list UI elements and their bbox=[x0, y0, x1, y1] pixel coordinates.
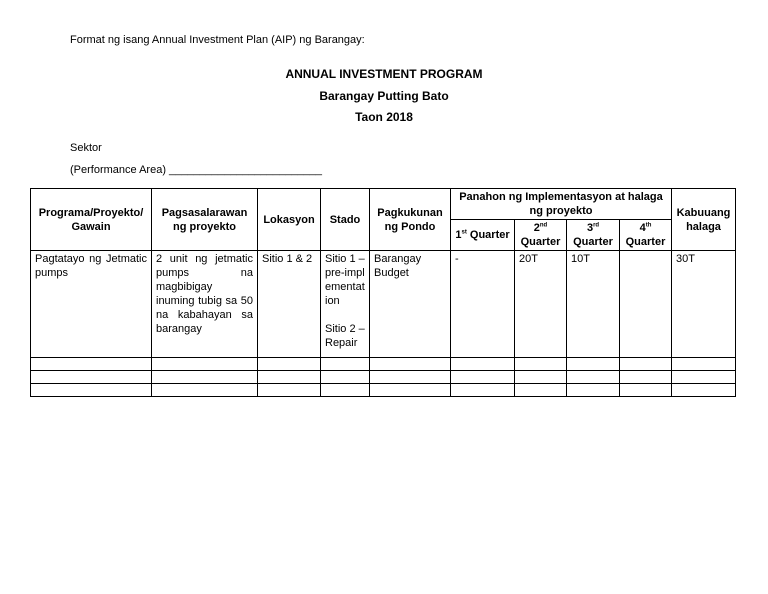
header-panahon: Panahon ng Implementasyon at halaga ng proyekto bbox=[451, 189, 672, 220]
cell-pagsasalarawan: 2 unit ng jetmatic pumps na magbibigay inuming tubig sa 50 na kabahayan sa barangay bbox=[152, 251, 258, 358]
cell-q3: 10T bbox=[567, 251, 620, 358]
header-programa: Programa/Proyekto/ Gawain bbox=[31, 189, 152, 251]
intro-text: Format ng isang Annual Investment Plan (AIP) ng Barangay: bbox=[70, 34, 365, 46]
cell-programa: Pagtatayo ng Jetmatic pumps bbox=[31, 251, 152, 358]
header-kabuuang: Kabuuang halaga bbox=[672, 189, 736, 251]
header-pagsasalarawan: Pagsasalarawan ng proyekto bbox=[152, 189, 258, 251]
empty-row bbox=[31, 371, 736, 384]
document-title: ANNUAL INVESTMENT PROGRAM bbox=[285, 67, 483, 81]
cell-q4 bbox=[620, 251, 672, 358]
header-pagkukunan: Pagkukunan ng Pondo bbox=[370, 189, 451, 251]
header-row bbox=[31, 189, 736, 220]
document-year: Taon 2018 bbox=[355, 110, 413, 124]
barangay-name: Barangay Putting Bato bbox=[319, 89, 449, 103]
performance-area-field: (Performance Area) _________________________ bbox=[70, 164, 322, 176]
sektor-label: Sektor bbox=[70, 142, 102, 154]
cell-stado bbox=[321, 251, 370, 358]
header-lokasyon: Lokasyon bbox=[258, 189, 321, 251]
aip-table bbox=[30, 188, 736, 397]
stado-sitio-2: Sitio 2 – Repair bbox=[325, 323, 365, 349]
header-stado: Stado bbox=[321, 189, 370, 251]
header-q1: 1st Quarter bbox=[451, 220, 515, 251]
header-q4: 4th Quarter bbox=[620, 220, 672, 251]
header-q3: 3rd Quarter bbox=[567, 220, 620, 251]
cell-q1: - bbox=[451, 251, 515, 358]
empty-row bbox=[31, 358, 736, 371]
cell-q2: 20T bbox=[515, 251, 567, 358]
empty-row bbox=[31, 384, 736, 397]
cell-pagkukunan: Barangay Budget bbox=[370, 251, 451, 358]
cell-lokasyon: Sitio 1 & 2 bbox=[258, 251, 321, 358]
table-row bbox=[31, 251, 736, 358]
stado-sitio-1: Sitio 1 – pre-implementation bbox=[325, 253, 365, 307]
header-q2: 2nd Quarter bbox=[515, 220, 567, 251]
cell-kabuuang: 30T bbox=[672, 251, 736, 358]
